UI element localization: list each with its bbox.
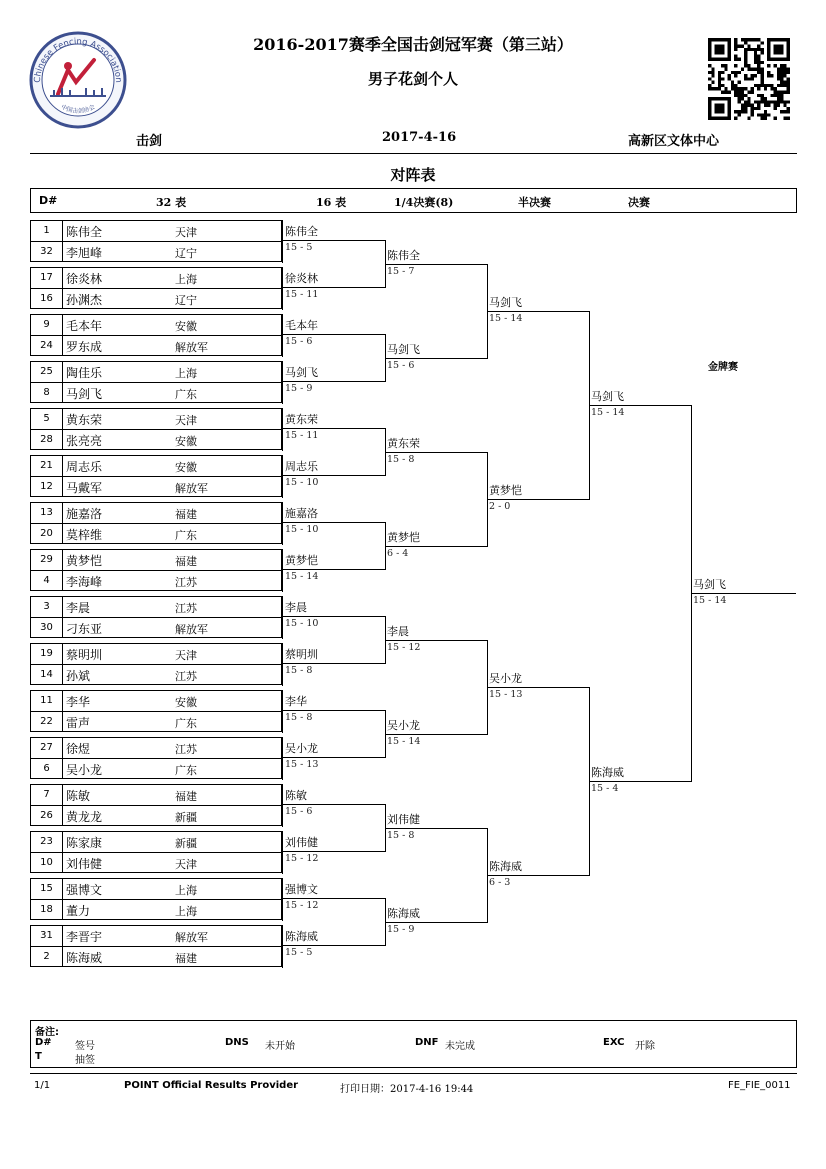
seed-number: 13 xyxy=(40,507,53,518)
fencer-row xyxy=(31,362,283,382)
bracket-line xyxy=(487,499,590,500)
bracket-line xyxy=(282,878,283,921)
bracket-line xyxy=(282,267,283,310)
fencer-name: 陈伟全 xyxy=(66,225,103,239)
fencer-name: 张亮亮 xyxy=(66,434,103,448)
note-code: EXC xyxy=(603,1037,625,1048)
bracket-line xyxy=(282,804,386,805)
venue-label: 高新区文体中心 xyxy=(628,134,720,149)
event-name: 男子花剑个人 xyxy=(367,70,458,88)
qf-score: 15 - 8 xyxy=(387,830,415,841)
seed-number: 29 xyxy=(40,554,53,565)
sf-score: 15 - 14 xyxy=(489,313,523,324)
bracket-line xyxy=(282,945,386,946)
bracket-line xyxy=(282,455,283,498)
fencer-name: 孙斌 xyxy=(66,669,91,683)
bracket-line xyxy=(487,687,590,688)
r16-winner: 黄东荣 xyxy=(285,413,318,426)
page-number: 1/1 xyxy=(34,1080,51,1091)
fencer-club: 福建 xyxy=(175,952,197,965)
match-box xyxy=(30,784,282,826)
seed-number: 23 xyxy=(40,836,53,847)
fencer-club: 江苏 xyxy=(175,602,197,615)
note-code: DNS xyxy=(225,1037,249,1048)
fencer-row xyxy=(31,503,283,523)
fencer-club: 安徽 xyxy=(175,696,197,709)
match-box xyxy=(30,690,282,732)
final-score: 15 - 4 xyxy=(591,783,619,794)
bracket-line xyxy=(385,734,488,735)
match-box xyxy=(30,737,282,779)
bracket-line xyxy=(385,546,488,547)
final-winner: 马剑飞 xyxy=(591,390,624,403)
fencer-club: 江苏 xyxy=(175,743,197,756)
match-box xyxy=(30,643,282,685)
fencer-club: 福建 xyxy=(175,555,197,568)
seed-number: 5 xyxy=(43,413,50,424)
bracket-line xyxy=(589,781,692,782)
match-box xyxy=(30,502,282,544)
bracket-line xyxy=(282,851,386,852)
champion-score: 15 - 14 xyxy=(693,595,727,606)
match-box xyxy=(30,831,282,873)
bracket-line xyxy=(487,875,590,876)
fencer-club: 广东 xyxy=(175,388,197,401)
bracket-line xyxy=(282,569,386,570)
fencer-row xyxy=(31,618,283,638)
note-code: D# xyxy=(35,1037,52,1048)
fencer-row xyxy=(31,597,283,617)
fencer-row xyxy=(31,383,283,403)
bracket-line xyxy=(282,596,283,639)
sf-winner: 黄梦恺 xyxy=(489,484,522,497)
col-final: 决赛 xyxy=(628,196,650,209)
match-box xyxy=(30,596,282,638)
notes-box xyxy=(30,1020,797,1068)
fencer-club: 安徽 xyxy=(175,461,197,474)
bracket-line xyxy=(385,922,488,923)
r16-score: 15 - 12 xyxy=(285,853,319,864)
r16-score: 15 - 10 xyxy=(285,524,319,535)
fencer-name: 周志乐 xyxy=(66,460,103,474)
fencer-name: 雷声 xyxy=(66,716,91,730)
seed-number: 3 xyxy=(43,601,50,612)
r16-winner: 李华 xyxy=(285,695,307,708)
note-desc: 未完成 xyxy=(445,1041,475,1052)
r16-score: 15 - 8 xyxy=(285,665,313,676)
fencer-name: 董力 xyxy=(66,904,91,918)
bracket-line xyxy=(282,314,283,357)
seed-number: 4 xyxy=(43,575,50,586)
seed-number: 15 xyxy=(40,883,53,894)
fencer-name: 强博文 xyxy=(66,883,103,897)
seed-number: 6 xyxy=(43,763,50,774)
event-date: 2017-4-16 xyxy=(382,130,457,145)
fencer-club: 福建 xyxy=(175,790,197,803)
seed-number: 32 xyxy=(40,246,53,257)
fencer-name: 孙渊杰 xyxy=(66,293,103,307)
sf-score: 15 - 13 xyxy=(489,689,523,700)
bracket-line xyxy=(282,757,386,758)
fencer-name: 罗东成 xyxy=(66,340,103,354)
qf-winner: 马剑飞 xyxy=(387,343,420,356)
seed-number: 2 xyxy=(43,951,50,962)
seed-number: 31 xyxy=(40,930,53,941)
fencer-club: 解放军 xyxy=(175,482,208,495)
header-divider xyxy=(30,153,797,154)
fencer-name: 陈家康 xyxy=(66,836,103,850)
seed-number: 17 xyxy=(40,272,53,283)
fencer-row xyxy=(31,879,283,899)
note-code: T xyxy=(35,1051,42,1062)
seed-number: 27 xyxy=(40,742,53,753)
provider-label: POINT Official Results Provider xyxy=(124,1080,299,1091)
fencer-name: 马剑飞 xyxy=(66,387,103,401)
fencer-row xyxy=(31,524,283,544)
r16-winner: 强博文 xyxy=(285,883,318,896)
qf-winner: 陈伟全 xyxy=(387,249,420,262)
document-code: FE_FIE_0011 xyxy=(728,1080,791,1091)
sf-winner: 马剑飞 xyxy=(489,296,522,309)
fencer-row xyxy=(31,759,283,779)
fencer-club: 解放军 xyxy=(175,931,208,944)
fencer-club: 天津 xyxy=(175,414,197,427)
bracket-line xyxy=(282,381,386,382)
bracket-line xyxy=(282,616,386,617)
r16-score: 15 - 11 xyxy=(285,289,319,300)
qf-score: 15 - 6 xyxy=(387,360,415,371)
r16-winner: 陈海威 xyxy=(285,930,318,943)
print-date: 打印日期：2017-4-16 19:44 xyxy=(340,1084,474,1095)
fencer-row xyxy=(31,289,283,309)
r16-score: 15 - 10 xyxy=(285,618,319,629)
fencer-row xyxy=(31,221,283,241)
fencer-name: 刘伟健 xyxy=(66,857,103,871)
match-box xyxy=(30,878,282,920)
fencer-row xyxy=(31,430,283,450)
r16-winner: 毛本年 xyxy=(285,319,318,332)
fencer-name: 陈敏 xyxy=(66,789,91,803)
bracket-line xyxy=(282,522,386,523)
fencer-name: 黄梦恺 xyxy=(66,554,103,568)
fencer-row xyxy=(31,738,283,758)
bracket-line xyxy=(589,405,692,406)
bracket-line xyxy=(385,264,488,265)
fencer-club: 江苏 xyxy=(175,670,197,683)
match-box xyxy=(30,361,282,403)
fencer-club: 福建 xyxy=(175,508,197,521)
r16-winner: 刘伟健 xyxy=(285,836,318,849)
r16-winner: 徐炎林 xyxy=(285,272,318,285)
fencer-club: 解放军 xyxy=(175,341,208,354)
bracket-line xyxy=(282,428,386,429)
seed-number: 30 xyxy=(40,622,53,633)
seed-number: 8 xyxy=(43,387,50,398)
seed-number: 16 xyxy=(40,293,53,304)
seed-number: 9 xyxy=(43,319,50,330)
match-box xyxy=(30,549,282,591)
r16-score: 15 - 13 xyxy=(285,759,319,770)
fencer-row xyxy=(31,336,283,356)
fencer-club: 上海 xyxy=(175,367,197,380)
bracket-line xyxy=(282,287,386,288)
fencer-club: 安徽 xyxy=(175,435,197,448)
fencer-row xyxy=(31,853,283,873)
bracket-line xyxy=(282,361,283,404)
r16-winner: 蔡明圳 xyxy=(285,648,318,661)
bracket-line xyxy=(282,334,386,335)
bracket-line xyxy=(282,220,283,263)
notes-title: 备注: xyxy=(35,1027,59,1038)
seed-number: 12 xyxy=(40,481,53,492)
match-box xyxy=(30,267,282,309)
seed-number: 25 xyxy=(40,366,53,377)
bracket-line xyxy=(385,452,488,453)
seed-number: 11 xyxy=(40,695,53,706)
r16-winner: 周志乐 xyxy=(285,460,318,473)
seed-number: 1 xyxy=(43,225,50,236)
col-r32: 32 表 xyxy=(156,196,187,209)
bracket-line xyxy=(487,311,590,312)
r16-winner: 黄梦恺 xyxy=(285,554,318,567)
r16-score: 15 - 5 xyxy=(285,242,313,253)
fencer-name: 李旭峰 xyxy=(66,246,103,260)
column-header-bar xyxy=(30,188,797,213)
r16-winner: 陈伟全 xyxy=(285,225,318,238)
r16-score: 15 - 14 xyxy=(285,571,319,582)
fencer-name: 吴小龙 xyxy=(66,763,103,777)
match-box xyxy=(30,314,282,356)
champion-name: 马剑飞 xyxy=(693,578,726,591)
qf-score: 15 - 8 xyxy=(387,454,415,465)
qf-score: 15 - 9 xyxy=(387,924,415,935)
sf-score: 2 - 0 xyxy=(489,501,511,512)
fencer-name: 毛本年 xyxy=(66,319,103,333)
col-r16: 16 表 xyxy=(316,196,347,209)
fencer-row xyxy=(31,832,283,852)
fencer-row xyxy=(31,900,283,920)
qf-score: 15 - 7 xyxy=(387,266,415,277)
qf-score: 15 - 14 xyxy=(387,736,421,747)
fencer-name: 马戴军 xyxy=(66,481,103,495)
seed-number: 20 xyxy=(40,528,53,539)
match-box xyxy=(30,455,282,497)
fencer-club: 上海 xyxy=(175,884,197,897)
fencer-row xyxy=(31,268,283,288)
sf-winner: 陈海威 xyxy=(489,860,522,873)
logo-text-cn: 中国击剑协会 xyxy=(59,103,97,115)
r16-score: 15 - 8 xyxy=(285,712,313,723)
seed-number: 22 xyxy=(40,716,53,727)
bracket-line xyxy=(282,643,283,686)
fencer-club: 新疆 xyxy=(175,811,197,824)
bracket-line xyxy=(282,475,386,476)
r16-score: 15 - 6 xyxy=(285,336,313,347)
fencer-row xyxy=(31,571,283,591)
final-winner: 陈海威 xyxy=(591,766,624,779)
fencer-club: 江苏 xyxy=(175,576,197,589)
note-desc: 抽签 xyxy=(75,1055,95,1066)
fencer-club: 广东 xyxy=(175,764,197,777)
bracket-line xyxy=(385,828,488,829)
r16-score: 15 - 10 xyxy=(285,477,319,488)
fencer-name: 陶佳乐 xyxy=(66,366,103,380)
qf-winner: 吴小龙 xyxy=(387,719,420,732)
fencer-row xyxy=(31,926,283,946)
logo-text: Chinese Fencing Association xyxy=(32,36,124,84)
match-box xyxy=(30,220,282,262)
fencer-club: 辽宁 xyxy=(175,247,197,260)
fencer-row xyxy=(31,456,283,476)
seed-number: 7 xyxy=(43,789,50,800)
r16-score: 15 - 11 xyxy=(285,430,319,441)
match-box xyxy=(30,925,282,967)
fencer-name: 徐煜 xyxy=(66,742,91,756)
fencer-row xyxy=(31,665,283,685)
seed-number: 26 xyxy=(40,810,53,821)
col-sf: 半决赛 xyxy=(518,196,551,209)
fencer-club: 新疆 xyxy=(175,837,197,850)
fencer-row xyxy=(31,644,283,664)
fencer-name: 李海峰 xyxy=(66,575,103,589)
seed-number: 19 xyxy=(40,648,53,659)
bracket-line xyxy=(282,784,283,827)
bracket-line xyxy=(282,710,386,711)
fencer-row xyxy=(31,691,283,711)
final-score: 15 - 14 xyxy=(591,407,625,418)
bracket-line xyxy=(282,408,283,451)
fencer-club: 上海 xyxy=(175,905,197,918)
fencer-row xyxy=(31,785,283,805)
r16-score: 15 - 5 xyxy=(285,947,313,958)
bracket-line xyxy=(282,240,386,241)
fencer-name: 施嘉洛 xyxy=(66,507,103,521)
sf-score: 6 - 3 xyxy=(489,877,511,888)
qf-winner: 黄梦恺 xyxy=(387,531,420,544)
fencer-row xyxy=(31,712,283,732)
r16-winner: 吴小龙 xyxy=(285,742,318,755)
fencer-club: 天津 xyxy=(175,858,197,871)
qf-winner: 刘伟健 xyxy=(387,813,420,826)
bracket-title: 对阵表 xyxy=(390,166,436,184)
r16-winner: 马剑飞 xyxy=(285,366,318,379)
match-box xyxy=(30,408,282,450)
bracket-line xyxy=(385,640,488,641)
bracket-line xyxy=(282,737,283,780)
seed-number: 14 xyxy=(40,669,53,680)
competition-title: 2016-2017赛季全国击剑冠军赛（第三站） xyxy=(253,35,573,54)
seed-number: 28 xyxy=(40,434,53,445)
qf-winner: 陈海威 xyxy=(387,907,420,920)
qf-score: 15 - 12 xyxy=(387,642,421,653)
note-desc: 签号 xyxy=(75,1041,95,1052)
sport-label: 击剑 xyxy=(136,134,163,149)
seed-number: 18 xyxy=(40,904,53,915)
col-seed: D# xyxy=(39,194,58,207)
fencer-club: 天津 xyxy=(175,649,197,662)
fencer-row xyxy=(31,315,283,335)
fencer-name: 黄东荣 xyxy=(66,413,103,427)
bracket-line xyxy=(282,898,386,899)
seed-number: 21 xyxy=(40,460,53,471)
fencer-club: 解放军 xyxy=(175,623,208,636)
col-qf: 1/4决赛(8) xyxy=(394,196,454,209)
qf-winner: 李晨 xyxy=(387,625,409,638)
fencer-club: 安徽 xyxy=(175,320,197,333)
fencer-row xyxy=(31,409,283,429)
fencer-row xyxy=(31,947,283,967)
fencer-name: 李晋宇 xyxy=(66,930,103,944)
fencer-row xyxy=(31,806,283,826)
r16-score: 15 - 12 xyxy=(285,900,319,911)
fencer-name: 陈海威 xyxy=(66,951,103,965)
r16-winner: 陈敏 xyxy=(285,789,307,802)
qf-score: 6 - 4 xyxy=(387,548,409,559)
sf-winner: 吴小龙 xyxy=(489,672,522,685)
fencer-row xyxy=(31,242,283,262)
fencer-row xyxy=(31,550,283,570)
bracket-line xyxy=(282,663,386,664)
footer-divider xyxy=(30,1073,797,1074)
fencer-row xyxy=(31,477,283,497)
fencer-club: 辽宁 xyxy=(175,294,197,307)
fencer-name: 徐炎林 xyxy=(66,272,103,286)
gold-medal-label: 金牌赛 xyxy=(708,362,738,373)
fencer-name: 刁东亚 xyxy=(66,622,103,636)
fencer-name: 黄龙龙 xyxy=(66,810,103,824)
bracket-line xyxy=(282,690,283,733)
fencer-club: 上海 xyxy=(175,273,197,286)
r16-score: 15 - 9 xyxy=(285,383,313,394)
note-desc: 开除 xyxy=(635,1041,655,1052)
fencer-club: 广东 xyxy=(175,717,197,730)
fencer-club: 广东 xyxy=(175,529,197,542)
note-desc: 未开始 xyxy=(265,1041,295,1052)
r16-score: 15 - 6 xyxy=(285,806,313,817)
seed-number: 10 xyxy=(40,857,53,868)
bracket-line xyxy=(282,925,283,968)
note-code: DNF xyxy=(415,1037,439,1048)
r16-winner: 李晨 xyxy=(285,601,307,614)
bracket-line xyxy=(282,502,283,545)
fencer-club: 天津 xyxy=(175,226,197,239)
fencer-name: 李华 xyxy=(66,695,91,709)
bracket-line xyxy=(691,593,796,594)
fencer-name: 莫梓维 xyxy=(66,528,103,542)
qf-winner: 黄东荣 xyxy=(387,437,420,450)
seed-number: 24 xyxy=(40,340,53,351)
bracket-line xyxy=(282,549,283,592)
r16-winner: 施嘉洛 xyxy=(285,507,318,520)
fencer-name: 李晨 xyxy=(66,601,91,615)
bracket-line xyxy=(385,358,488,359)
fencer-name: 蔡明圳 xyxy=(66,648,103,662)
bracket-line xyxy=(282,831,283,874)
